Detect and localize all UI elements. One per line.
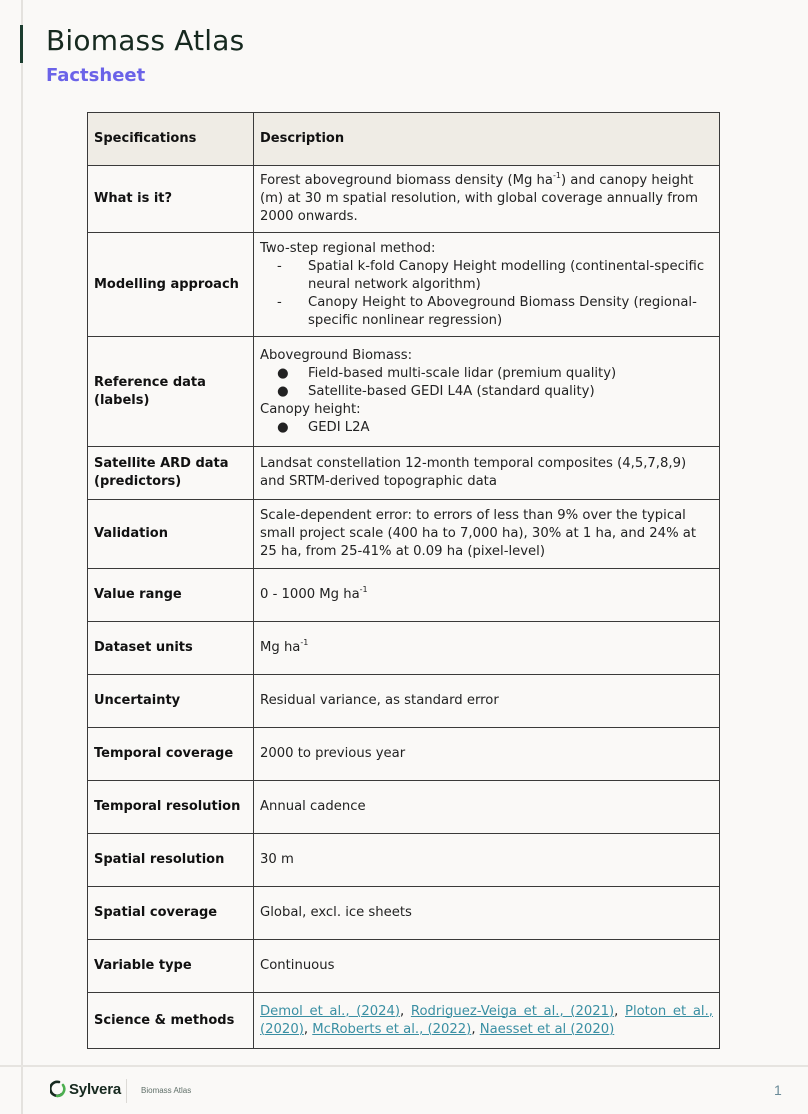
value-text: 0 - 1000 Mg ha <box>260 587 360 602</box>
page-margin-rule <box>21 0 23 1114</box>
row-value <box>254 569 720 622</box>
row-value <box>254 993 720 1049</box>
row-key: Dataset units <box>88 622 254 675</box>
table-row <box>88 728 720 781</box>
bullet-icon: ● <box>277 383 289 399</box>
separator: , <box>614 1003 625 1019</box>
table-row <box>88 887 720 940</box>
table-row <box>88 781 720 834</box>
list-item <box>260 365 713 383</box>
specifications-table <box>87 112 720 1049</box>
row-key: What is it? <box>88 166 254 233</box>
reference-link-mcroberts[interactable]: McRoberts et al., (2022) <box>312 1021 472 1037</box>
row-value: Annual cadence <box>254 781 720 834</box>
reference-link-naesset[interactable]: Naesset et al (2020) <box>479 1021 615 1037</box>
title-accent-bar <box>20 25 23 63</box>
list-item <box>260 258 713 294</box>
superscript: -1 <box>359 584 368 594</box>
table-row <box>88 675 720 728</box>
reference-list <box>260 419 713 437</box>
page-subtitle: Factsheet <box>46 65 146 86</box>
dash-marker-icon: - <box>277 258 282 274</box>
dash-marker-icon: - <box>277 294 282 310</box>
row-key: Modelling approach <box>88 233 254 337</box>
row-value: Continuous <box>254 940 720 993</box>
list-item-text: Field-based multi-scale lidar (premium quality) <box>308 365 617 381</box>
reference-list <box>260 365 713 401</box>
table-header-row <box>88 113 720 166</box>
column-header-specifications: Specifications <box>88 113 254 166</box>
list-item <box>260 294 713 330</box>
value-text: Forest aboveground biomass density (Mg ha <box>260 173 553 188</box>
superscript: -1 <box>552 170 561 180</box>
row-value: 2000 to previous year <box>254 728 720 781</box>
row-key: Spatial resolution <box>88 834 254 887</box>
table-row <box>88 337 720 447</box>
row-key: Validation <box>88 500 254 569</box>
row-key: Value range <box>88 569 254 622</box>
reference-link-rodriguez-veiga[interactable]: Rodriguez-Veiga et al., (2021) <box>410 1003 615 1019</box>
table-row <box>88 233 720 337</box>
row-key: Science & methods <box>88 993 254 1049</box>
row-key: Temporal resolution <box>88 781 254 834</box>
bullet-icon: ● <box>277 365 289 381</box>
row-key: Reference data (labels) <box>88 337 254 447</box>
brand-name: Sylvera <box>69 1080 121 1098</box>
sylvera-logo-icon <box>50 1080 66 1098</box>
row-value: 30 m <box>254 834 720 887</box>
row-key: Satellite ARD data (predictors) <box>88 447 254 500</box>
list-item-text: Canopy Height to Aboveground Biomass Density (regional-specific nonlinear regression) <box>308 294 697 328</box>
row-value <box>254 622 720 675</box>
separator: , <box>471 1021 480 1037</box>
row-value <box>254 233 720 337</box>
row-key: Temporal coverage <box>88 728 254 781</box>
page-number: 1 <box>774 1082 782 1098</box>
value-text: Mg ha <box>260 640 301 655</box>
list-item-text: Spatial k-fold Canopy Height modelling (continental-specific neural network algorithm) <box>308 258 705 292</box>
page-title: Biomass Atlas <box>46 24 245 57</box>
table-row <box>88 166 720 233</box>
table-row <box>88 447 720 500</box>
reference-link-demol[interactable]: Demol et al., (2024) <box>260 1003 401 1019</box>
table-row <box>88 569 720 622</box>
table-row <box>88 622 720 675</box>
list-intro: Two-step regional method: <box>260 240 436 256</box>
table-row <box>88 834 720 887</box>
row-key: Variable type <box>88 940 254 993</box>
row-value: Residual variance, as standard error <box>254 675 720 728</box>
footer-separator <box>126 1079 127 1103</box>
list-item <box>260 383 713 401</box>
row-value <box>254 337 720 447</box>
group-heading: Canopy height: <box>260 401 361 417</box>
list-item <box>260 419 713 437</box>
table-row <box>88 993 720 1049</box>
reference-link-ploton[interactable]: Ploton et al., (2020) <box>260 1003 713 1037</box>
column-header-description: Description <box>254 113 720 166</box>
method-list <box>260 258 713 330</box>
separator: , <box>400 1003 411 1019</box>
row-value: Landsat constellation 12-month temporal composites (4,5,7,8,9) and SRTM-derived topographic data <box>254 447 720 500</box>
separator: , <box>303 1021 313 1037</box>
list-item-text: GEDI L2A <box>308 419 370 435</box>
table-row <box>88 500 720 569</box>
row-key: Spatial coverage <box>88 887 254 940</box>
superscript: -1 <box>300 637 309 647</box>
footer-document-label: Biomass Atlas <box>141 1086 192 1095</box>
row-key: Uncertainty <box>88 675 254 728</box>
footer-divider <box>0 1065 808 1067</box>
value-text: ) and canopy height (m) at 30 m spatial resolution, with global coverage annually from 2000 onwards. <box>260 173 698 224</box>
row-value: Scale-dependent error: to errors of less than 9% over the typical small project scale (400 ha to 7,000 ha), 30% at 1 ha, and 24% at 25 ha, from 25-41% at 0.09 ha (pixel-level) <box>254 500 720 569</box>
table-row <box>88 940 720 993</box>
bullet-icon: ● <box>277 419 289 435</box>
sylvera-logo <box>50 1080 121 1098</box>
row-value: Global, excl. ice sheets <box>254 887 720 940</box>
row-value <box>254 166 720 233</box>
list-item-text: Satellite-based GEDI L4A (standard quality) <box>308 383 595 399</box>
group-heading: Aboveground Biomass: <box>260 347 413 363</box>
